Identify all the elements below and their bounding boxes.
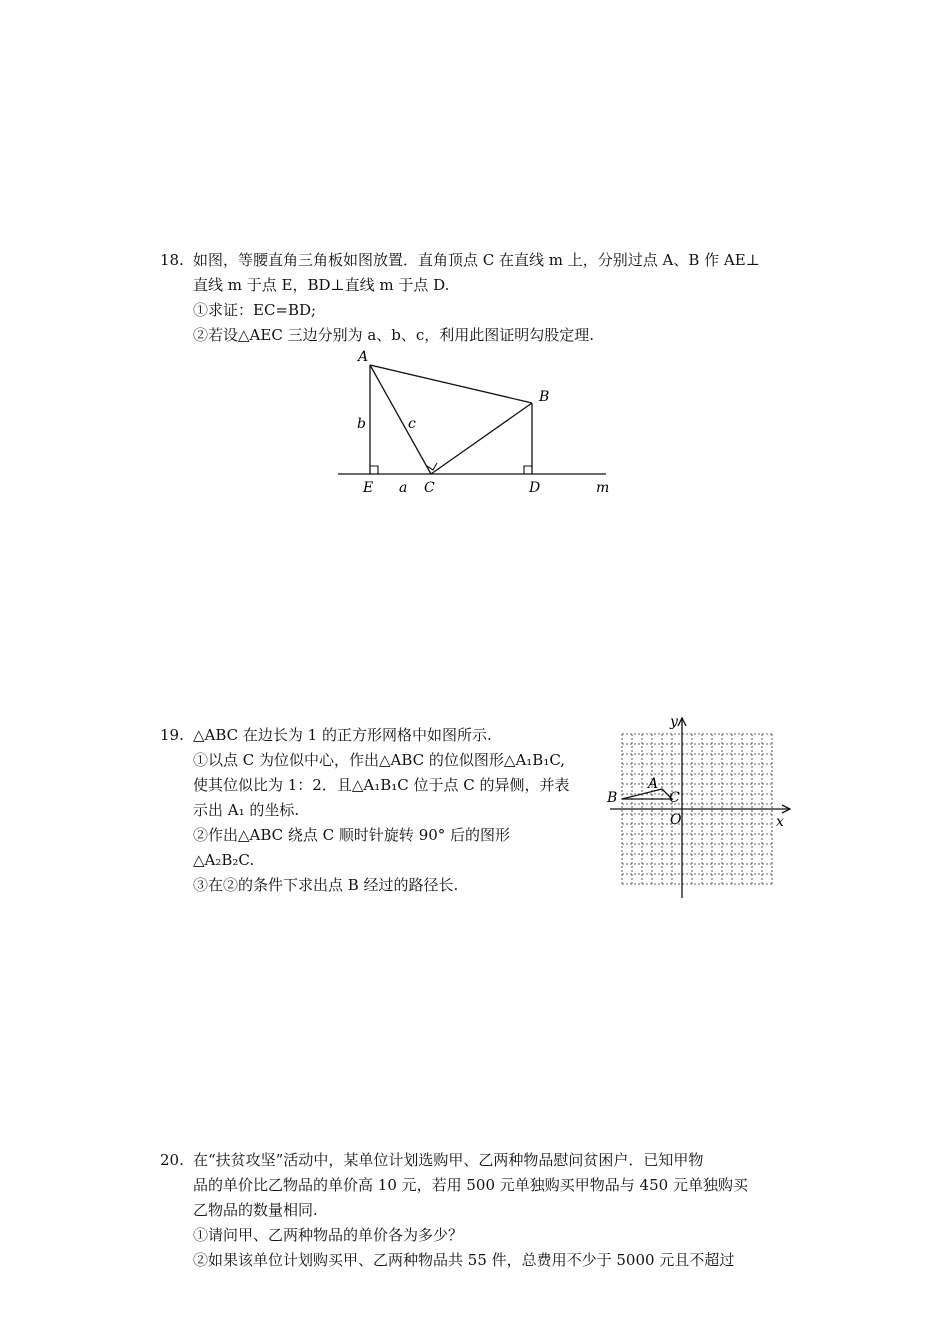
segment-bc — [431, 403, 532, 474]
problem-18-line-1: 如图，等腰直角三角板如图放置．直角顶点 C 在直线 m 上，分别过点 A、B 作 AE⊥ — [193, 251, 760, 269]
label-b: B — [607, 790, 618, 806]
right-angle-mark-d — [524, 466, 532, 474]
problem-20-line-3: 乙物品的数量相同. — [193, 1201, 318, 1219]
label-side-a: a — [399, 480, 408, 496]
problem-18-line-2: 直线 m 于点 E，BD⊥直线 m 于点 D. — [193, 276, 450, 294]
label-o: O — [670, 812, 682, 828]
label-side-b: b — [357, 416, 366, 432]
segment-ab — [370, 365, 532, 403]
label-side-c: c — [408, 416, 416, 432]
problem-19-line-3: 使其位似比为 1：2．且△A₁B₁C 位于点 C 的异侧，并表 — [193, 776, 570, 794]
problem-19-figure — [600, 712, 800, 902]
label-a: A — [358, 349, 369, 365]
segment-ac — [370, 365, 431, 474]
problem-19-line-5: ②作出△ABC 绕点 C 顺时针旋转 90° 后的图形 — [193, 826, 511, 844]
problem-20-line-5: ②如果该单位计划购买甲、乙两种物品共 55 件，总费用不少于 5000 元且不超过 — [193, 1251, 735, 1269]
problem-18-line-3: ①求证：EC=BD; — [193, 301, 317, 319]
label-c: C — [669, 790, 680, 806]
label-a: A — [648, 776, 659, 792]
label-x: x — [776, 814, 784, 830]
problem-19-line-6: △A₂B₂C. — [193, 851, 255, 869]
label-y: y — [670, 714, 678, 730]
label-c: C — [424, 480, 435, 496]
problem-20-line-2: 品的单价比乙物品的单价高 10 元，若用 500 元单独购买甲物品与 450 元单独购买 — [193, 1176, 748, 1194]
label-b: B — [539, 389, 550, 405]
label-d: D — [529, 480, 541, 496]
problem-19-line-1: △ABC 在边长为 1 的正方形网格中如图所示. — [193, 726, 492, 744]
problem-19-line-7: ③在②的条件下求出点 B 经过的路径长. — [193, 876, 459, 894]
problem-20-line-4: ①请问甲、乙两种物品的单价各为多少？ — [193, 1226, 464, 1244]
problem-19-number: 19. — [160, 726, 184, 744]
problem-20-line-1: 在“扶贫攻坚”活动中，某单位计划选购甲、乙两种物品慰问贫困户．已知甲物 — [193, 1151, 704, 1169]
problem-18-figure — [330, 345, 620, 505]
problem-19-line-2: ①以点 C 为位似中心，作出△ABC 的位似图形△A₁B₁C, — [193, 751, 566, 769]
problem-19-line-4: 示出 A₁ 的坐标. — [193, 801, 300, 819]
problem-20-number: 20. — [160, 1151, 184, 1169]
problem-18-number: 18. — [160, 251, 184, 269]
label-m: m — [596, 480, 610, 496]
label-e: E — [363, 480, 374, 496]
right-angle-mark-e — [370, 466, 378, 474]
problem-18-line-4: ②若设△AEC 三边分别为 a、b、c，利用此图证明勾股定理. — [193, 326, 595, 344]
